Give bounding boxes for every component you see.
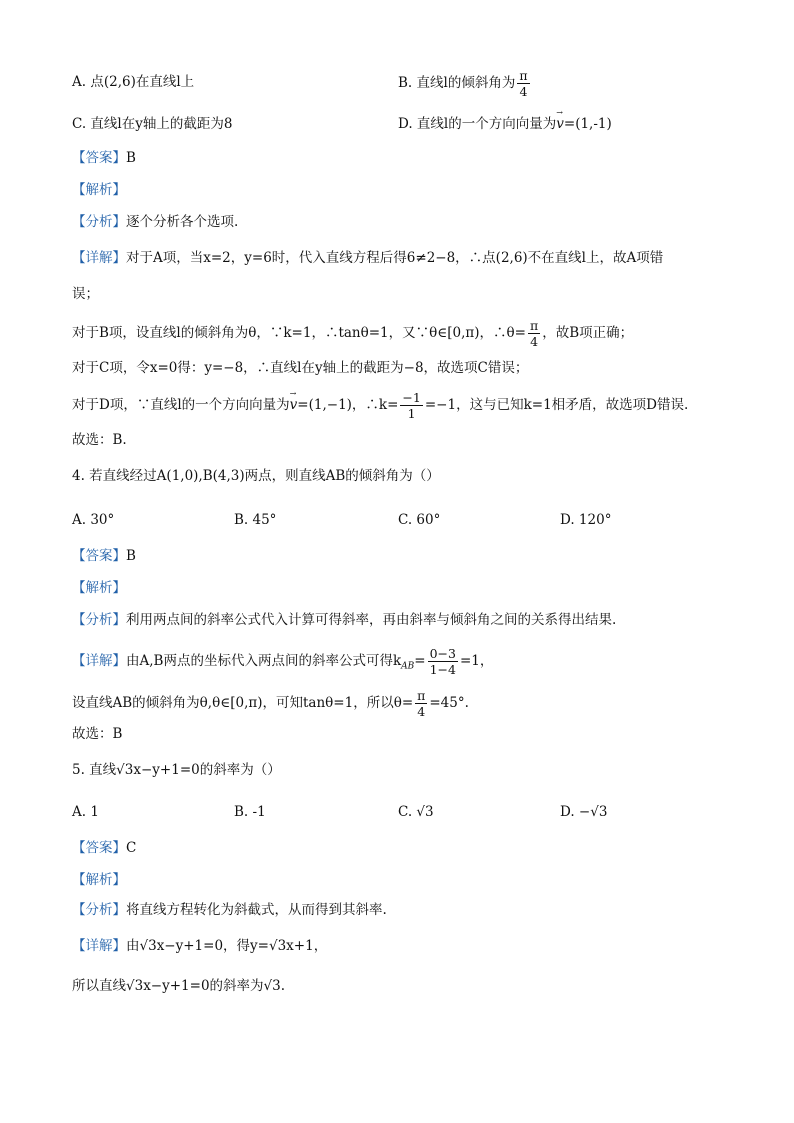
q5-stem: 5. 直线√3x−y+1=0的斜率为（）: [72, 762, 281, 778]
fenxi-text: 利用两点间的斜率公式代入计算可得斜率，再由斜率与倾斜角之间的关系得出结果.: [126, 612, 617, 628]
detail-text: 对于B项，设直线l的倾斜角为θ，∵k=1，∴tanθ=1，又∵θ∈[0,π)，∴θ=: [72, 325, 526, 341]
q3-option-a: A. 点(2,6)在直线l上: [72, 74, 195, 90]
detail-fraction: [428, 646, 458, 677]
q5-answer: [72, 838, 136, 858]
detail-tag: 【详解】: [72, 250, 126, 266]
fenxi-text: 将直线方程转化为斜截式，从而得到其斜率.: [126, 902, 387, 918]
detail-tag: 【详解】: [72, 653, 126, 669]
q3-option-b: [398, 68, 532, 99]
q5-detail-line-1: [72, 936, 327, 956]
answer-tag: 【答案】: [72, 840, 126, 856]
fenxi-tag: 【分析】: [72, 902, 126, 918]
fraction-numerator: π: [530, 318, 539, 333]
subscript-ab: AB: [401, 661, 415, 672]
detail-text: 由√3x−y+1=0，得y=√3x+1，: [126, 938, 328, 954]
q3-detail-line-2: [72, 318, 633, 349]
q5-detail-line-2: 所以直线√3x−y+1=0的斜率为√3.: [72, 978, 286, 994]
detail-text-end: ，故B项正确；: [542, 325, 634, 341]
fraction-denominator: 4: [530, 334, 539, 349]
detail-text-end: =1，: [459, 653, 494, 669]
q3-answer: [72, 148, 136, 168]
fraction-numerator: π: [417, 688, 426, 703]
q5-option-a: A. 1: [72, 804, 99, 820]
fraction-denominator: 1−4: [429, 662, 456, 677]
fraction-numerator: π: [519, 68, 528, 83]
q4-option-a: A. 30°: [72, 512, 115, 528]
q3-fenxi: [72, 212, 238, 232]
q4-analysis-tag: [72, 578, 126, 598]
q3-detail-line-3: 对于C项，令x=0得：y=−8，∴直线l在y轴上的截距为−8，故选项C错误；: [72, 360, 529, 376]
q3-choose: 故选：B.: [72, 432, 127, 448]
fenxi-text: 逐个分析各个选项.: [126, 214, 239, 230]
q4-stem: 4. 若直线经过A(1,0),B(4,3)两点，则直线AB的倾斜角为（）: [72, 468, 440, 484]
q4-answer: [72, 546, 136, 566]
q3-analysis-tag: [72, 180, 126, 200]
analysis-tag: 【解析】: [72, 182, 126, 198]
answer-tag: 【答案】: [72, 150, 126, 166]
q3-option-d-value: =(1,-1): [563, 116, 612, 132]
fenxi-tag: 【分析】: [72, 214, 126, 230]
q3-option-d-text: D. 直线l的一个方向向量为: [398, 116, 557, 132]
q5-option-b: B. -1: [234, 804, 266, 820]
q3-option-d: [398, 114, 612, 134]
fraction-denominator: 4: [519, 84, 528, 99]
q3-detail-line-4: [72, 390, 688, 421]
q5-option-c: C. √3: [398, 804, 434, 820]
q3-option-c: C. 直线l在y轴上的截距为8: [72, 116, 233, 132]
q4-fenxi: [72, 610, 616, 630]
answer-value: B: [126, 548, 136, 564]
q5-option-d: D. −√3: [560, 804, 608, 820]
q4-option-d: D. 120°: [560, 512, 612, 528]
detail-text-end: =−1，这与已知k=1相矛盾，故选项D错误.: [424, 397, 689, 413]
answer-value: B: [126, 150, 136, 166]
detail-text-end: =45°.: [429, 695, 469, 711]
vector-v: → v: [290, 395, 298, 415]
q3-detail-line-1b: 误；: [72, 286, 99, 302]
detail-text-mid: =(1,−1)，∴k=: [297, 397, 399, 413]
q5-fenxi: [72, 900, 387, 920]
analysis-tag: 【解析】: [72, 872, 126, 888]
detail-text: 由A,B两点的坐标代入两点间的斜率公式可得k: [126, 653, 402, 669]
q3-detail-line-1: [72, 248, 663, 268]
fenxi-tag: 【分析】: [72, 612, 126, 628]
detail-fraction: [528, 318, 540, 349]
q4-detail-line-1: [72, 646, 493, 677]
vector-v: → v: [556, 114, 564, 134]
detail-tag: 【详解】: [72, 938, 126, 954]
q4-option-c: C. 60°: [398, 512, 441, 528]
q5-analysis-tag: [72, 870, 126, 890]
detail-fraction: [415, 688, 427, 719]
detail-text: 设直线AB的倾斜角为θ,θ∈[0,π)，可知tanθ=1，所以θ=: [72, 695, 414, 711]
detail-text: 对于D项，∵直线l的一个方向向量为: [72, 397, 290, 413]
analysis-tag: 【解析】: [72, 580, 126, 596]
q4-choose: 故选：B: [72, 726, 123, 742]
q3-option-b-text: B. 直线l的倾斜角为: [398, 75, 516, 91]
detail-fraction: [400, 390, 422, 421]
fraction-numerator: 0−3: [429, 646, 456, 661]
fraction-denominator: 4: [417, 704, 426, 719]
q4-detail-line-2: [72, 688, 469, 719]
fraction-numerator: −1: [402, 390, 421, 405]
answer-tag: 【答案】: [72, 548, 126, 564]
equals-sign: =: [414, 653, 426, 669]
fraction-denominator: 1: [407, 406, 416, 421]
q3-option-b-fraction: [517, 68, 529, 99]
q4-option-b: B. 45°: [234, 512, 277, 528]
detail-text: 对于A项，当x=2，y=6时，代入直线方程后得6≠2−8，∴点(2,6)不在直线l上，故A项错: [126, 250, 664, 266]
answer-value: C: [126, 840, 137, 856]
